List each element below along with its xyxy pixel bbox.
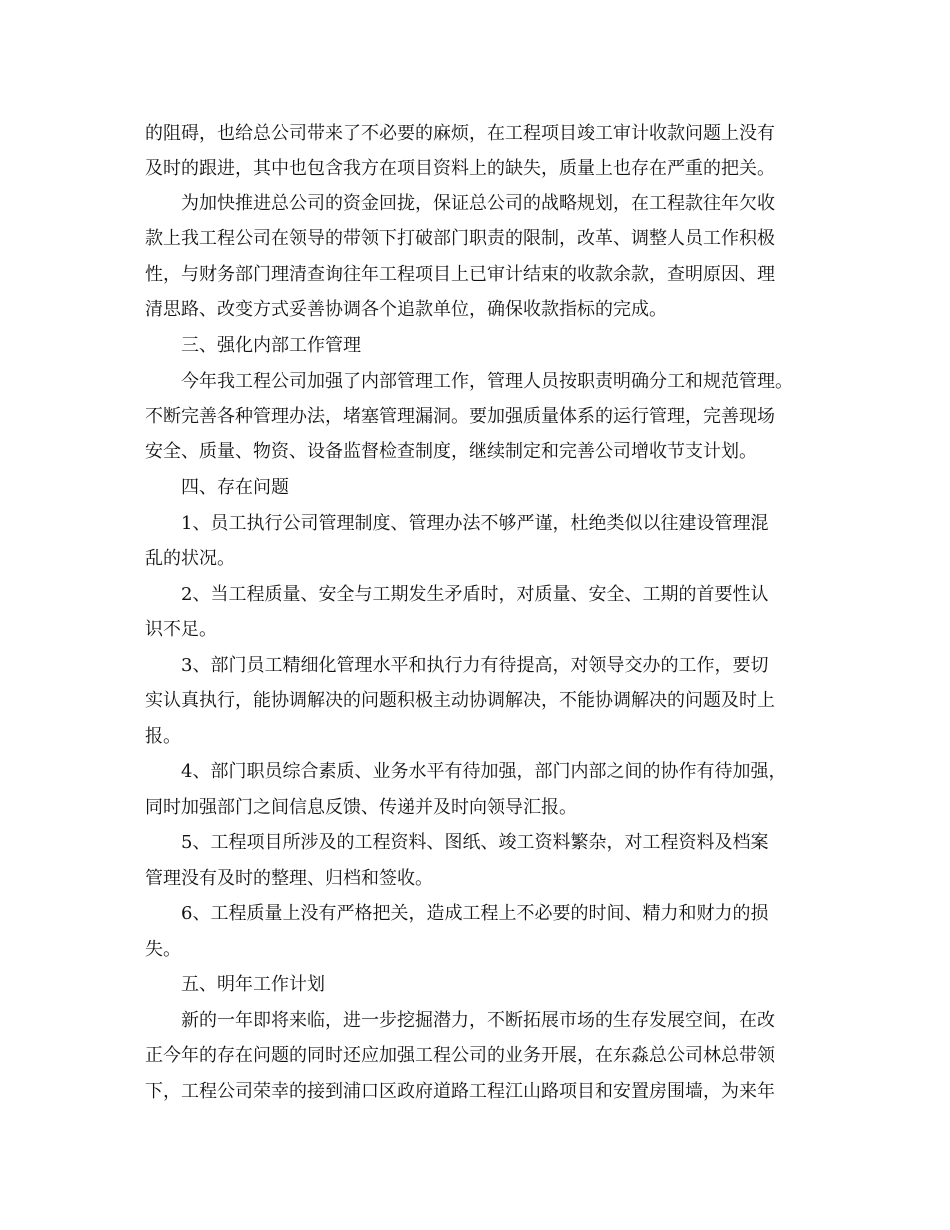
text-line: 性，与财务部门理清查询往年工程项目上已审计结束的收款余款，查明原因、理: [145, 264, 775, 285]
text-line: 下，工程公司荣幸的接到浦口区政府道路工程江山路项目和安置房围墙，为来年: [145, 1081, 775, 1102]
text-line: 识不足。: [145, 619, 217, 640]
list-item-first-line: 5、工程项目所涉及的工程资料、图纸、竣工资料繁杂，对工程资料及档案: [181, 832, 769, 853]
paragraph-first-line: 新的一年即将来临，进一步挖掘潜力，不断拓展市场的生存发展空间，在改: [181, 1010, 775, 1031]
text-line: 的阻碍，也给总公司带来了不必要的麻烦，在工程项目竣工审计收款问题上没有: [145, 123, 775, 144]
text-line: 报。: [145, 726, 181, 747]
section-heading: 四、存在问题: [181, 477, 289, 498]
text-line: 清思路、改变方式妥善协调各个追款单位，确保收款指标的完成。: [145, 299, 667, 320]
list-item-first-line: 6、工程质量上没有严格把关，造成工程上不必要的时间、精力和财力的损: [181, 903, 769, 924]
text-line: 款上我工程公司在领导的带领下打破部门职责的限制，改革、调整人员工作积极: [145, 228, 775, 249]
text-line: 及时的跟进，其中也包含我方在项目资料上的缺失，质量上也存在严重的把关。: [145, 158, 775, 179]
text-line: 不断完善各种管理办法，堵塞管理漏洞。要加强质量体系的运行管理，完善现场: [145, 406, 775, 427]
text-line: 管理没有及时的整理、归档和签收。: [145, 868, 433, 889]
paragraph-first-line: 今年我工程公司加强了内部管理工作，管理人员按职责明确分工和规范管理。: [181, 371, 793, 392]
list-item-first-line: 3、部门员工精细化管理水平和执行力有待提高，对领导交办的工作，要切: [181, 655, 769, 676]
text-line: 安全、质量、物资、设备监督检查制度，继续制定和完善公司增收节支计划。: [145, 441, 757, 462]
text-line: 实认真执行，能协调解决的问题积极主动协调解决，不能协调解决的问题及时上: [145, 690, 775, 711]
section-heading: 五、明年工作计划: [181, 974, 325, 995]
list-item-first-line: 1、员工执行公司管理制度、管理办法不够严谨，杜绝类似以往建设管理混: [181, 513, 769, 534]
section-heading: 三、强化内部工作管理: [181, 335, 361, 356]
list-item-first-line: 2、当工程质量、安全与工期发生矛盾时，对质量、安全、工期的首要性认: [181, 584, 769, 605]
text-line: 乱的状况。: [145, 548, 235, 569]
list-item-first-line: 4、部门职员综合素质、业务水平有待加强，部门内部之间的协作有待加强，: [181, 761, 787, 782]
text-line: 失。: [145, 939, 181, 960]
text-line: 正今年的存在问题的同时还应加强工程公司的业务开展，在东淼总公司林总带领: [145, 1045, 775, 1066]
paragraph-first-line: 为加快推进总公司的资金回拢，保证总公司的战略规划，在工程款往年欠收: [181, 193, 775, 214]
text-line: 同时加强部门之间信息反馈、传递并及时向领导汇报。: [145, 797, 577, 818]
